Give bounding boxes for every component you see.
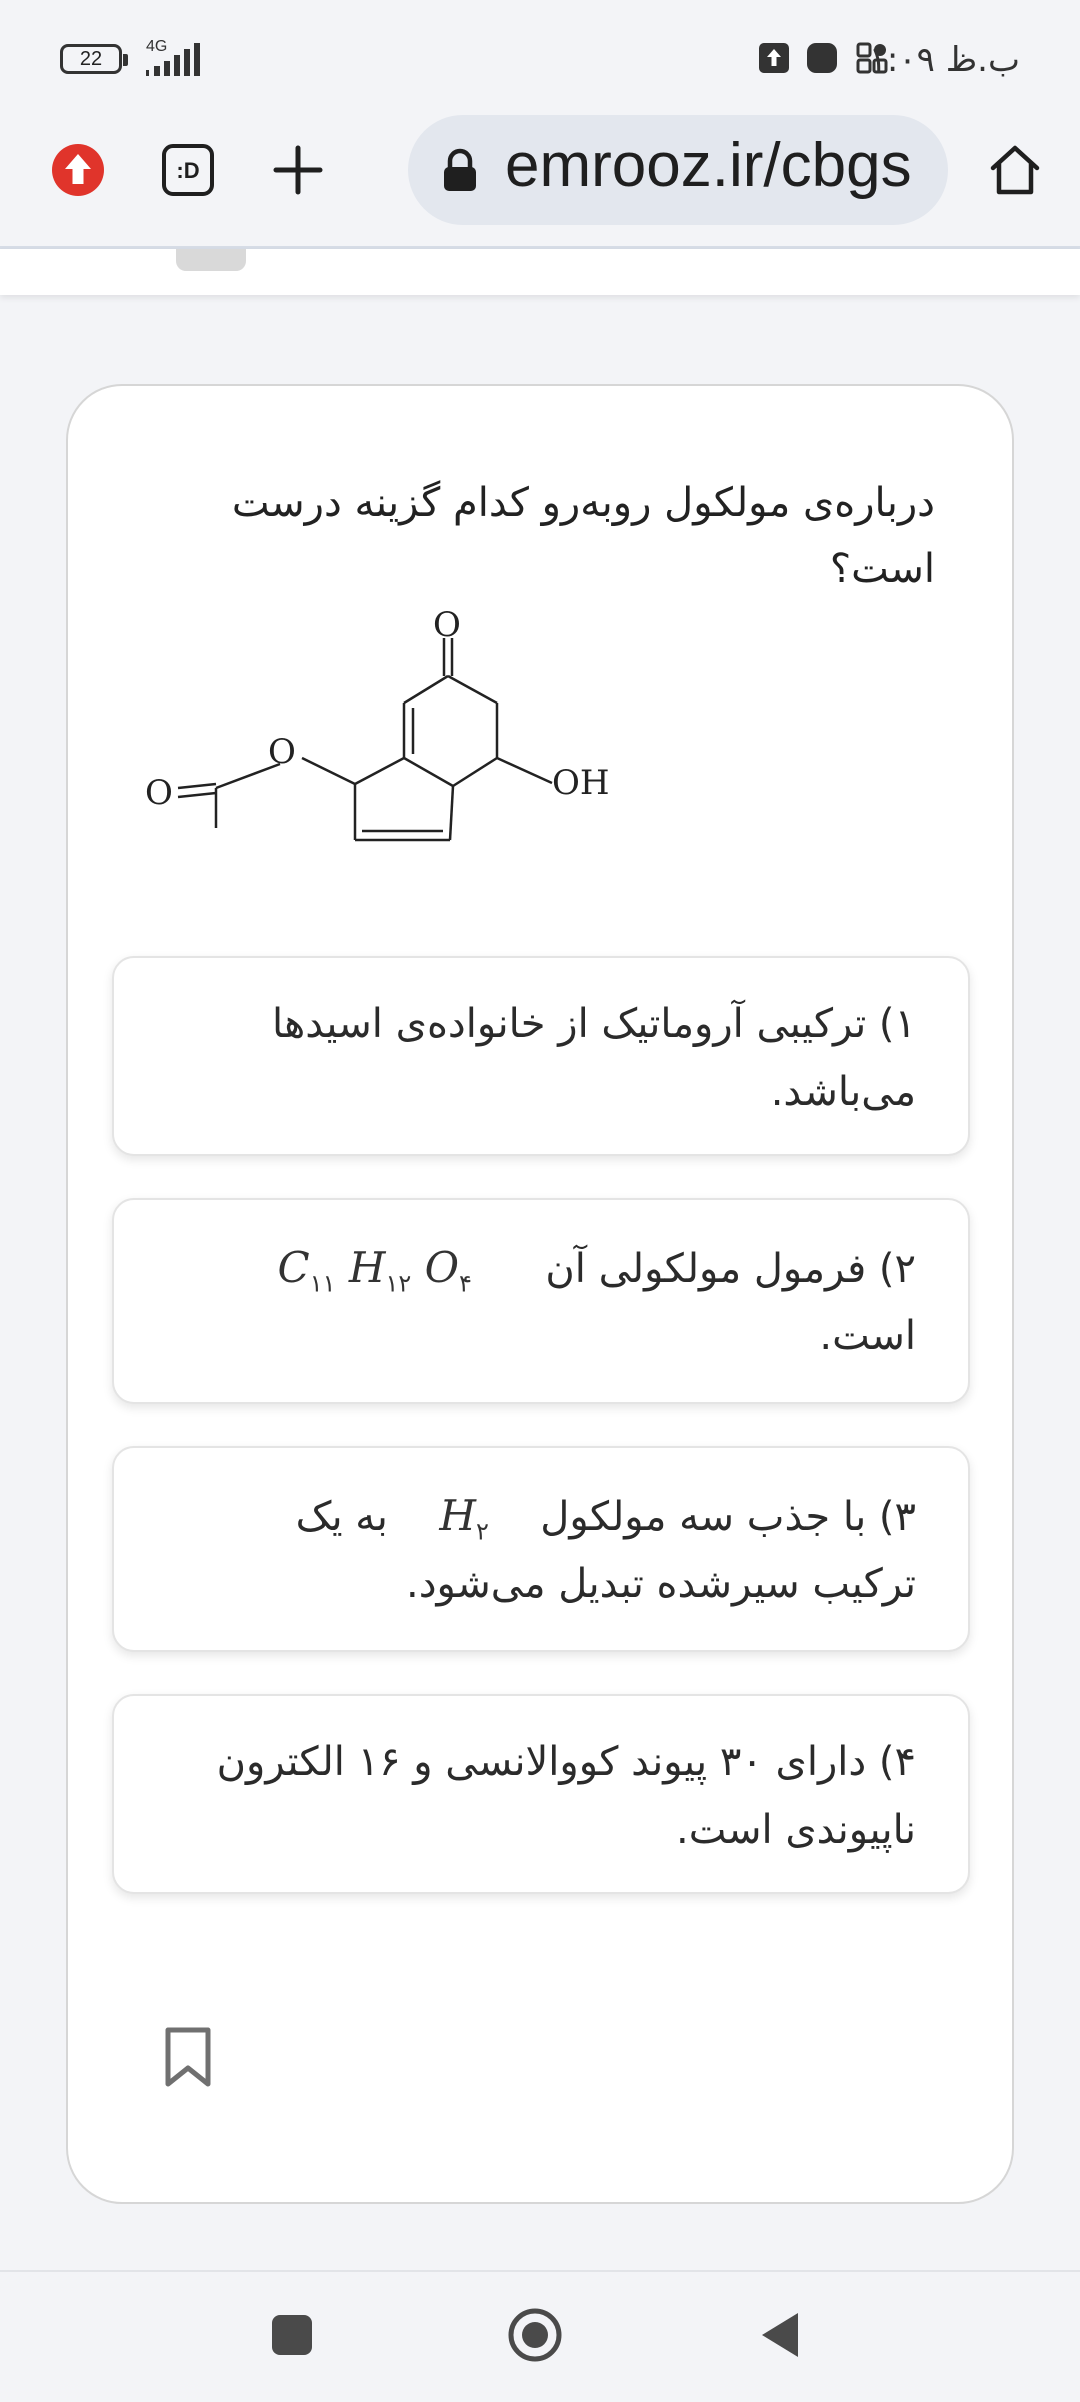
svg-text::D: :D [176, 158, 200, 183]
url-text[interactable]: emrooz.ir/cbgs [505, 131, 912, 200]
signal-icon [142, 40, 212, 76]
update-icon[interactable] [48, 140, 108, 200]
new-tab-icon[interactable] [268, 140, 328, 200]
home-nav-icon[interactable] [505, 2305, 565, 2365]
option-1-line1: ۱) ترکیبی آروماتیک از خانواده‌ی اسیدها [271, 1001, 916, 1047]
atom-oh: OH [552, 763, 610, 803]
option-3-text-b: به یک [295, 1494, 388, 1540]
option-4-line2: ناپیوندی است. [676, 1807, 916, 1853]
molecule-diagram [140, 598, 620, 858]
recent-apps-icon[interactable] [262, 2305, 322, 2365]
page-header-strip [0, 249, 1080, 295]
network-type: 4G [146, 38, 168, 55]
option-2-text: ۲) فرمول مولکولی آن [545, 1246, 916, 1292]
option-1-line2: می‌باشد. [770, 1069, 916, 1115]
atom-o-ketone: O [433, 605, 461, 645]
question-text: درباره‌ی مولکول روبه‌رو کدام گزینه درست است؟ [231, 480, 935, 592]
battery-level: 22 [79, 48, 103, 70]
clock: ۱:۰۹ ب.ظ [868, 40, 1020, 80]
option-3-formula: $H_۲$ [439, 1491, 489, 1546]
option-3-line2: ترکیب سیرشده تبدیل می‌شود. [406, 1561, 916, 1607]
option-1[interactable] [112, 956, 970, 1156]
back-icon[interactable] [752, 2305, 812, 2365]
bookmark-icon[interactable] [160, 2026, 216, 2090]
lock-icon [440, 148, 480, 192]
option-3[interactable] [112, 1446, 970, 1652]
option-4[interactable] [112, 1694, 970, 1894]
atom-o-carbonyl: O [145, 773, 173, 813]
option-2-formula: $C_{۱۱}$ $H_{۱۲}$ $O_۴$ [277, 1243, 472, 1298]
home-icon[interactable] [985, 140, 1045, 200]
tab-switcher-icon[interactable] [158, 140, 218, 200]
option-2-line2: است. [819, 1313, 916, 1359]
app-notification-icon [806, 42, 838, 74]
battery-indicator [60, 44, 122, 74]
page-tab-nub [176, 249, 246, 271]
atom-o-ester: O [268, 732, 296, 772]
upload-notification-icon [758, 42, 790, 74]
option-3-text-a: ۳) با جذب سه مولکول [540, 1494, 916, 1540]
option-2[interactable] [112, 1198, 970, 1404]
option-4-line1: ۴) دارای ۳۰ پیوند کووالانسی و ۱۶ الکترون [216, 1739, 916, 1785]
